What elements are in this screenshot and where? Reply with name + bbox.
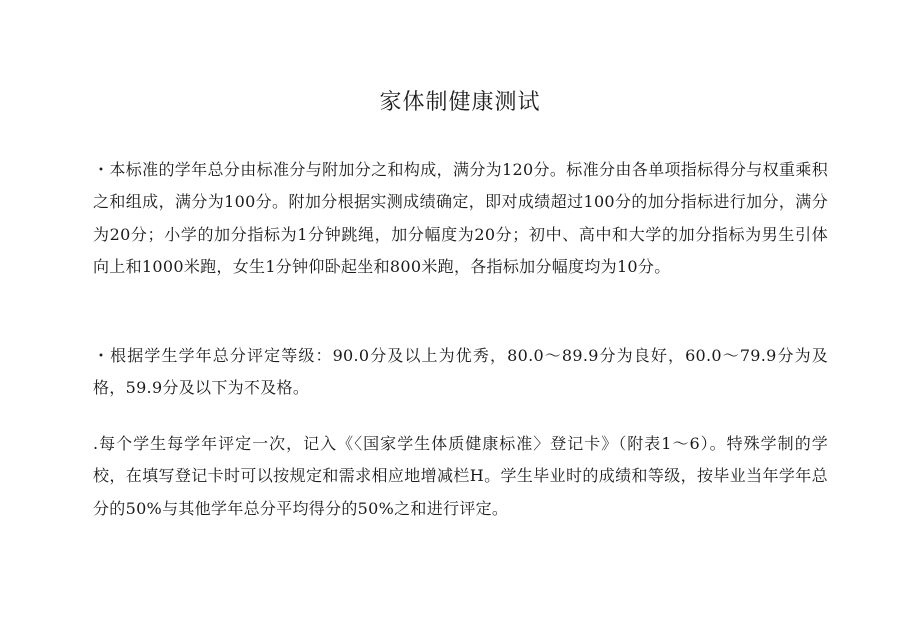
paragraph-grade-levels: ・根据学生学年总分评定等级：90.0分及以上为优秀，80.0～89.9分为良好，60.0～79.9分为及格，59.9分及以下为不及格。 <box>93 346 828 398</box>
document-title: 家体制健康测试 <box>379 90 541 115</box>
paragraph-evaluation-process: .每个学生每学年评定一次，记入《〈国家学生体质健康标准〉登记卡》（附表1～6）。特殊学制的学校，在填写登记卡时可以按规定和需求相应地增减栏H。学生毕业时的成绩和等级，按毕业当年学年总分的50%与其他学年总分平均得分的50%之和进行评定。 <box>93 434 828 518</box>
paragraph-scoring-standard: ・本标准的学年总分由标准分与附加分之和构成，满分为120分。标准分由各单项指标得分与权重乘积之和组成，满分为100分。附加分根据实测成绩确定，即对成绩超过100分的加分指标进行加分，满分为20分；小学的加分指标为1分钟跳绳，加分幅度为20分；初中、高中和大学的加分指标为男生引体向上和1000米跑，女生1分钟仰卧起坐和800米跑，各指标加分幅度均为10分。 <box>93 160 828 277</box>
